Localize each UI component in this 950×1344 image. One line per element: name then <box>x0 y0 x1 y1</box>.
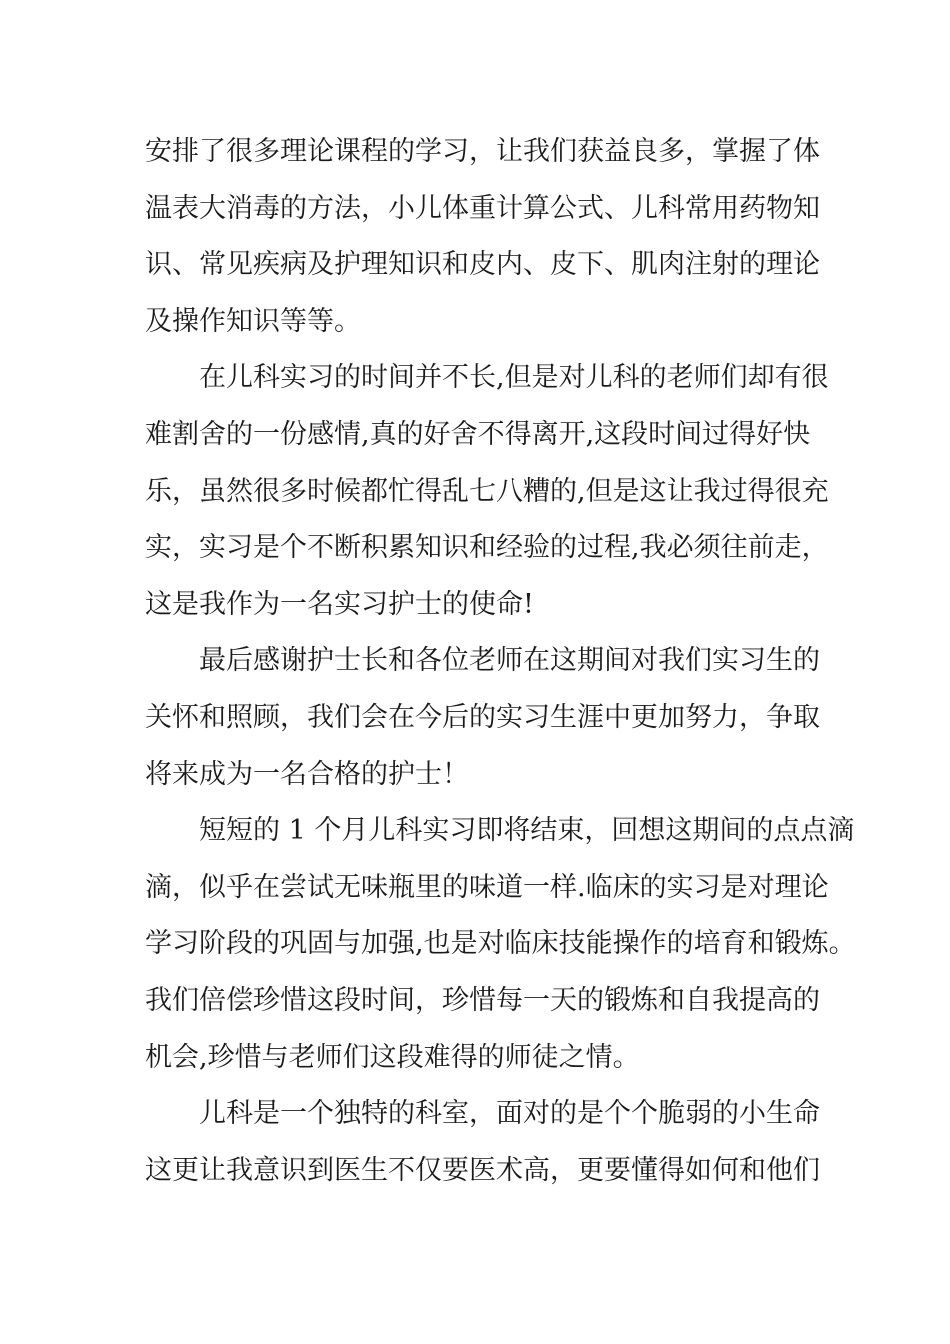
text-line: 滴，似乎在尝试无味瓶里的味道一样.临床的实习是对理论 <box>145 871 829 903</box>
text-line: 安排了很多理论课程的学习，让我们获益良多，掌握了体 <box>145 136 820 167</box>
text-line: 机会,珍惜与老师们这段难得的师徒之情。 <box>145 1041 640 1073</box>
paragraph-2 <box>145 355 829 638</box>
text-line: 我们倍偿珍惜这段时间，珍惜每一天的锻炼和自我提高的 <box>145 984 820 1016</box>
text-line: 温表大消毒的方法，小儿体重计算公式、儿科常用药物知 <box>145 192 820 224</box>
text-line: 实，实习是个不断积累知识和经验的过程,我必须往前走， <box>145 532 829 564</box>
text-line: 乐，虽然很多时候都忙得乱七八糟的,但是这让我过得很充 <box>145 475 829 507</box>
text-line: 这是我作为一名实习护士的使命! <box>145 588 534 620</box>
paragraph-3 <box>145 638 825 808</box>
paragraph-1 <box>145 129 825 355</box>
text-line: 及操作知识等等。 <box>145 305 361 337</box>
text-line: 这更让我意识到医生不仅要医术高，更要懂得如何和他们 <box>145 1154 820 1186</box>
text-line: 关怀和照顾，我们会在今后的实习生涯中更加努力，争取 <box>145 701 820 733</box>
text-line: 在儿科实习的时间并不长,但是对儿科的老师们却有很 <box>199 362 829 394</box>
text-line: 短短的 1 个月儿科实习即将结束，回想这期间的点点滴 <box>199 815 855 847</box>
text-line: 学习阶段的巩固与加强,也是对临床技能操作的培育和锻炼。 <box>145 928 856 960</box>
text-line: 最后感谢护士长和各位老师在这期间对我们实习生的 <box>199 645 820 677</box>
text-line: 将来成为一名合格的护士！ <box>145 758 469 790</box>
text-line: 难割舍的一份感情,真的好舍不得离开,这段时间过得好快 <box>145 418 811 450</box>
text-line: 识、常见疾病及护理知识和皮内、皮下、肌肉注射的理论 <box>145 249 820 281</box>
paragraph-5 <box>145 1091 825 1204</box>
text-line: 儿科是一个独特的科室，面对的是个个脆弱的小生命 <box>199 1098 820 1130</box>
document-body <box>145 129 856 1204</box>
paragraph-4 <box>145 808 856 1091</box>
